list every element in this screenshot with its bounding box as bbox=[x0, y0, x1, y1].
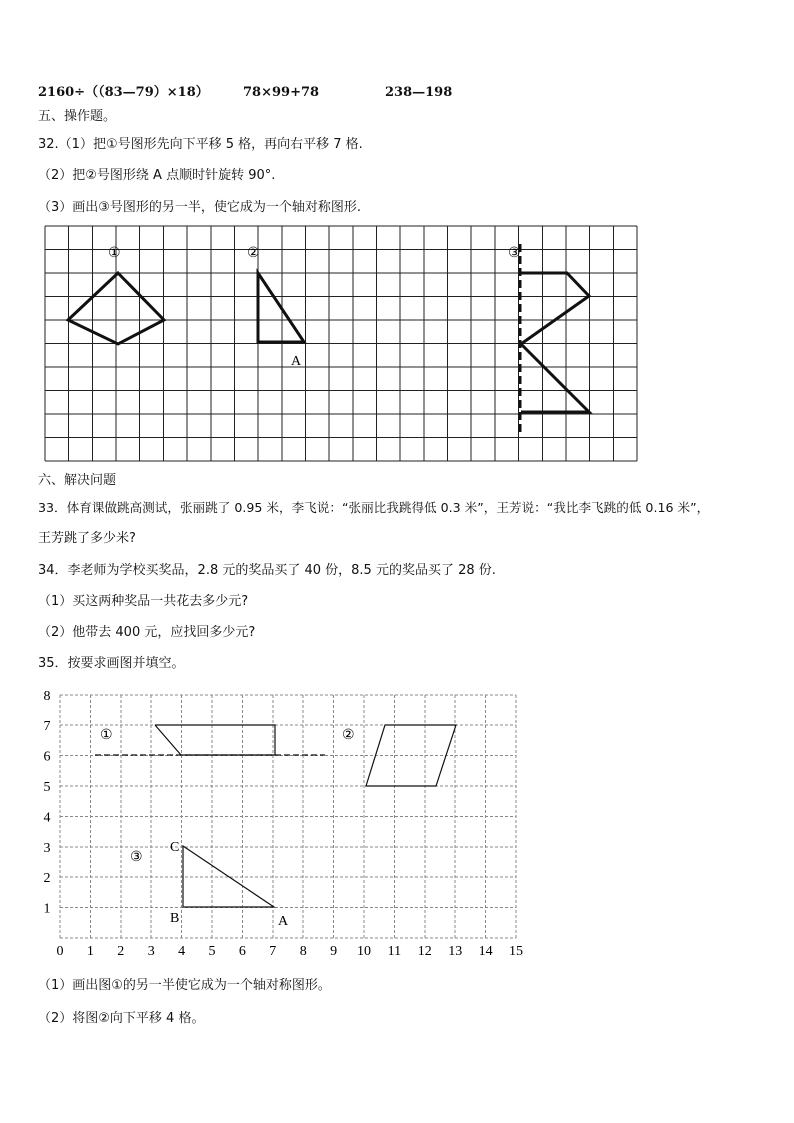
marker-2: ② bbox=[247, 246, 260, 261]
y-tick-label: 7 bbox=[43, 719, 51, 735]
figure-1-half bbox=[155, 725, 275, 755]
q33-line-1: 33．体育课做跳高测试，张丽跳了 0.95 米，李飞说：“张丽比我跳得低 0.3 米”，王芳说：“我比李飞跳的低 0.16 米”， bbox=[38, 500, 710, 515]
q34-part2: （2）他带去 400 元，应找回多少元? bbox=[38, 625, 256, 640]
y-tick-label: 2 bbox=[43, 871, 51, 887]
shape-2-triangle bbox=[258, 273, 304, 342]
calc-expr-2: 78×99+78 bbox=[243, 85, 320, 100]
y-tick-label: 1 bbox=[43, 901, 51, 917]
x-tick-label: 9 bbox=[330, 944, 338, 959]
marker-3-circle: ③ bbox=[130, 850, 143, 865]
marker-3: ③ bbox=[508, 246, 521, 261]
q35-part2: （2）将图②向下平移 4 格。 bbox=[38, 1011, 205, 1026]
q33-line-2: 王芳跳了多少米? bbox=[38, 531, 136, 546]
y-tick-label: 5 bbox=[43, 780, 51, 795]
calc-expr-1: 2160÷（（83—79）×18） bbox=[38, 85, 209, 100]
x-tick-label: 15 bbox=[509, 944, 523, 959]
x-tick-label: 0 bbox=[56, 944, 64, 959]
q32-intro: 32.（1）把①号图形先向下平移 5 格，再向右平移 7 格. bbox=[38, 137, 363, 152]
x-tick-label: 7 bbox=[269, 944, 277, 959]
x-tick-label: 4 bbox=[178, 944, 186, 959]
x-tick-label: 2 bbox=[117, 944, 125, 959]
x-tick-label: 8 bbox=[299, 944, 307, 959]
calc-expr-3: 238—198 bbox=[385, 85, 453, 100]
marker-1: ① bbox=[108, 246, 121, 261]
x-tick-label: 6 bbox=[238, 944, 246, 959]
point-a-label: A bbox=[291, 354, 302, 369]
x-tick-label: 13 bbox=[448, 944, 463, 959]
q35-intro: 35．按要求画图并填空。 bbox=[38, 656, 185, 671]
grid-figure-1 bbox=[0, 0, 794, 470]
x-tick-label: 10 bbox=[357, 944, 371, 959]
marker-2-circle: ② bbox=[342, 728, 355, 743]
y-tick-label: 8 bbox=[43, 688, 51, 704]
q34-line-1: 34．李老师为学校买奖品，2.8 元的奖品买了 40 份，8.5 元的奖品买了 28 份. bbox=[38, 563, 496, 578]
x-tick-label: 11 bbox=[387, 944, 402, 959]
section-6-title: 六、解决问题 bbox=[38, 473, 117, 488]
section-5-title: 五、操作题。 bbox=[38, 109, 117, 124]
x-tick-label: 5 bbox=[208, 944, 216, 959]
q32-part3: （3）画出③号图形的另一半，使它成为一个轴对称图形. bbox=[38, 200, 362, 215]
x-tick-label: 14 bbox=[478, 944, 493, 959]
coordinate-grid-figure bbox=[0, 680, 794, 960]
point-b-label: B bbox=[170, 911, 180, 926]
y-tick-label: 6 bbox=[43, 749, 51, 765]
point-a-label-2: A bbox=[278, 914, 289, 929]
marker-1-circle: ① bbox=[100, 728, 113, 743]
shape-3-half bbox=[521, 273, 589, 412]
figure-3-triangle bbox=[183, 846, 274, 907]
y-tick-label: 3 bbox=[43, 840, 51, 856]
y-tick-label: 4 bbox=[43, 810, 51, 826]
point-c-label: C bbox=[170, 840, 180, 855]
x-tick-label: 12 bbox=[417, 944, 432, 959]
x-tick-label: 1 bbox=[86, 944, 94, 959]
x-tick-label: 3 bbox=[147, 944, 155, 959]
q34-part1: （1）买这两种奖品一共花去多少元? bbox=[38, 594, 249, 609]
q32-part2: （2）把②号图形绕 A 点顺时针旋转 90°. bbox=[38, 168, 276, 183]
q35-part1: （1）画出图①的另一半使它成为一个轴对称图形。 bbox=[38, 978, 331, 993]
